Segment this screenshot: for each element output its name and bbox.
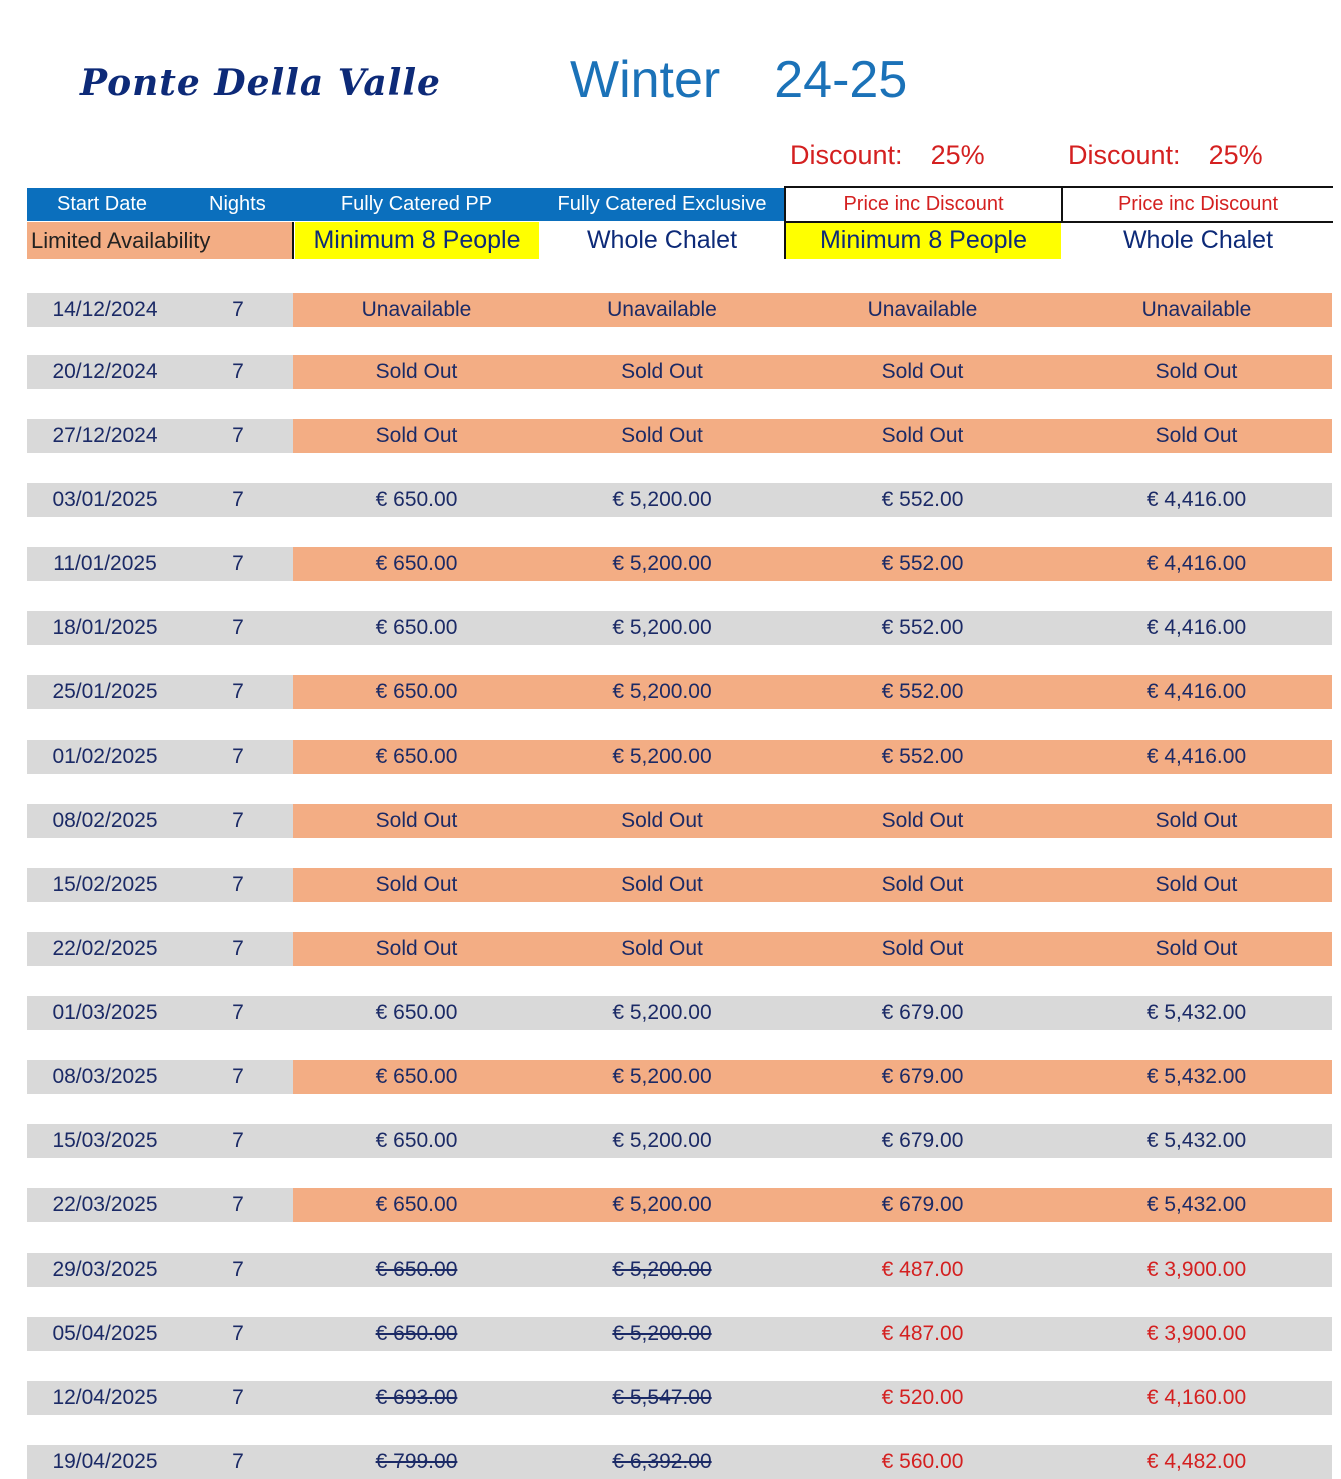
cell-fully-catered-pp: € 650.00 <box>293 611 540 645</box>
cell-start-date: 01/03/2025 <box>27 996 183 1030</box>
cell-fully-catered-pp: € 650.00 <box>293 675 540 709</box>
discount-2 <box>1068 140 1263 171</box>
cell-fully-catered-pp: Sold Out <box>293 355 540 389</box>
limited-availability-legend: Limited Availability <box>27 222 293 259</box>
cell-fully-catered-pp: € 799.00 <box>293 1445 540 1479</box>
table-row <box>27 1060 1332 1094</box>
cell-discount-pp: € 560.00 <box>784 1445 1061 1479</box>
brand-logo: Ponte Della Valle <box>80 62 441 104</box>
cell-start-date: 29/03/2025 <box>27 1253 183 1287</box>
cell-start-date: 25/01/2025 <box>27 675 183 709</box>
cell-fully-catered-pp: € 650.00 <box>293 740 540 774</box>
cell-fully-catered-pp: € 650.00 <box>293 1188 540 1222</box>
cell-nights: 7 <box>183 996 293 1030</box>
cell-nights: 7 <box>183 804 293 838</box>
cell-fully-catered-exclusive: € 5,200.00 <box>540 1124 784 1158</box>
table-row <box>27 868 1332 902</box>
cell-nights: 7 <box>183 1317 293 1351</box>
cell-nights: 7 <box>183 1381 293 1415</box>
cell-fully-catered-pp: € 650.00 <box>293 1124 540 1158</box>
cell-discount-pp: Sold Out <box>784 932 1061 966</box>
cell-fully-catered-pp: € 650.00 <box>293 483 540 517</box>
cell-start-date: 03/01/2025 <box>27 483 183 517</box>
table-row <box>27 483 1332 517</box>
cell-discount-exclusive: € 3,900.00 <box>1061 1253 1332 1287</box>
whole-chalet-label: Whole Chalet <box>586 226 738 254</box>
cell-start-date: 14/12/2024 <box>27 293 183 327</box>
cell-start-date: 11/01/2025 <box>27 547 183 581</box>
cell-nights: 7 <box>183 611 293 645</box>
cell-start-date: 08/03/2025 <box>27 1060 183 1094</box>
cell-fully-catered-exclusive: € 5,200.00 <box>540 1060 784 1094</box>
cell-discount-exclusive: € 5,432.00 <box>1061 1060 1332 1094</box>
table-row <box>27 932 1332 966</box>
cell-start-date: 20/12/2024 <box>27 355 183 389</box>
header-nights: Nights <box>209 193 266 215</box>
cell-fully-catered-exclusive: € 5,200.00 <box>540 740 784 774</box>
table-row <box>27 740 1332 774</box>
cell-nights: 7 <box>183 483 293 517</box>
cell-fully-catered-exclusive: € 5,200.00 <box>540 1188 784 1222</box>
cell-fully-catered-exclusive: € 5,200.00 <box>540 547 784 581</box>
cell-discount-exclusive: € 5,432.00 <box>1061 1124 1332 1158</box>
cell-fully-catered-pp: Sold Out <box>293 804 540 838</box>
cell-fully-catered-pp: Sold Out <box>293 932 540 966</box>
season-year: 24-25 <box>774 51 908 109</box>
season-title <box>570 50 907 110</box>
cell-discount-exclusive: € 4,482.00 <box>1061 1445 1332 1479</box>
table-row <box>27 996 1332 1030</box>
header-start-date: Start Date <box>57 193 148 215</box>
header-price-inc-discount-exclusive: Price inc Discount <box>1063 188 1333 221</box>
cell-discount-pp: € 679.00 <box>784 1124 1061 1158</box>
cell-fully-catered-pp: € 650.00 <box>293 1317 540 1351</box>
cell-nights: 7 <box>183 868 293 902</box>
cell-nights: 7 <box>183 293 293 327</box>
discount-value: 25% <box>1208 140 1263 170</box>
cell-start-date: 15/03/2025 <box>27 1124 183 1158</box>
cell-nights: 7 <box>183 419 293 453</box>
cell-discount-pp: € 679.00 <box>784 1060 1061 1094</box>
cell-fully-catered-pp: Unavailable <box>293 293 540 327</box>
cell-start-date: 08/02/2025 <box>27 804 183 838</box>
table-row <box>27 804 1332 838</box>
cell-fully-catered-exclusive: € 5,200.00 <box>540 1253 784 1287</box>
table-row <box>27 1124 1332 1158</box>
cell-nights: 7 <box>183 547 293 581</box>
cell-nights: 7 <box>183 355 293 389</box>
cell-discount-pp: € 552.00 <box>784 740 1061 774</box>
cell-discount-pp: Unavailable <box>784 293 1061 327</box>
header-price-inc-discount-pp: Price inc Discount <box>786 188 1061 221</box>
table-row <box>27 1188 1332 1222</box>
cell-discount-exclusive: € 4,416.00 <box>1061 547 1332 581</box>
table-row <box>27 1317 1332 1351</box>
cell-start-date: 12/04/2025 <box>27 1381 183 1415</box>
cell-start-date: 19/04/2025 <box>27 1445 183 1479</box>
cell-discount-pp: Sold Out <box>784 355 1061 389</box>
cell-start-date: 18/01/2025 <box>27 611 183 645</box>
cell-fully-catered-pp: Sold Out <box>293 419 540 453</box>
table-row <box>27 1381 1332 1415</box>
cell-discount-exclusive: € 4,416.00 <box>1061 740 1332 774</box>
cell-fully-catered-pp: € 650.00 <box>293 547 540 581</box>
cell-fully-catered-exclusive: Sold Out <box>540 804 784 838</box>
cell-fully-catered-pp: € 693.00 <box>293 1381 540 1415</box>
cell-fully-catered-exclusive: € 5,200.00 <box>540 996 784 1030</box>
cell-nights: 7 <box>183 1188 293 1222</box>
cell-fully-catered-exclusive: Sold Out <box>540 868 784 902</box>
cell-discount-pp: € 520.00 <box>784 1381 1061 1415</box>
divider <box>784 221 1333 223</box>
cell-start-date: 05/04/2025 <box>27 1317 183 1351</box>
cell-discount-pp: Sold Out <box>784 419 1061 453</box>
cell-start-date: 01/02/2025 <box>27 740 183 774</box>
cell-discount-exclusive: Sold Out <box>1061 868 1332 902</box>
cell-discount-exclusive: € 5,432.00 <box>1061 996 1332 1030</box>
cell-discount-pp: € 679.00 <box>784 996 1061 1030</box>
cell-fully-catered-exclusive: Unavailable <box>540 293 784 327</box>
cell-discount-pp: Sold Out <box>784 868 1061 902</box>
table-row <box>27 611 1332 645</box>
cell-discount-pp: € 552.00 <box>784 611 1061 645</box>
table-row <box>27 547 1332 581</box>
cell-fully-catered-pp: € 650.00 <box>293 1253 540 1287</box>
cell-discount-pp: € 552.00 <box>784 675 1061 709</box>
cell-fully-catered-exclusive: € 5,547.00 <box>540 1381 784 1415</box>
discount-1 <box>790 140 985 171</box>
cell-nights: 7 <box>183 1253 293 1287</box>
cell-discount-pp: € 679.00 <box>784 1188 1061 1222</box>
cell-discount-pp: Sold Out <box>784 804 1061 838</box>
cell-nights: 7 <box>183 1060 293 1094</box>
cell-discount-exclusive: € 5,432.00 <box>1061 1188 1332 1222</box>
header-blue-left <box>27 188 293 221</box>
discount-label: Discount: <box>1068 140 1181 170</box>
table-row <box>27 1445 1332 1479</box>
cell-discount-exclusive: Unavailable <box>1061 293 1332 327</box>
cell-nights: 7 <box>183 675 293 709</box>
cell-fully-catered-exclusive: € 5,200.00 <box>540 1317 784 1351</box>
season-label: Winter <box>570 51 721 109</box>
cell-fully-catered-pp: Sold Out <box>293 868 540 902</box>
cell-discount-pp: € 552.00 <box>784 483 1061 517</box>
whole-chalet-label: Whole Chalet <box>1122 226 1274 254</box>
header-fully-catered-pp: Fully Catered PP <box>293 188 540 221</box>
cell-fully-catered-exclusive: Sold Out <box>540 355 784 389</box>
cell-discount-exclusive: € 3,900.00 <box>1061 1317 1332 1351</box>
cell-start-date: 22/02/2025 <box>27 932 183 966</box>
table-row <box>27 1253 1332 1287</box>
cell-nights: 7 <box>183 740 293 774</box>
cell-discount-pp: € 552.00 <box>784 547 1061 581</box>
minimum-people-badge: Minimum 8 People <box>295 222 539 259</box>
cell-start-date: 15/02/2025 <box>27 868 183 902</box>
cell-fully-catered-exclusive: € 5,200.00 <box>540 675 784 709</box>
cell-nights: 7 <box>183 932 293 966</box>
discount-label: Discount: <box>790 140 903 170</box>
cell-discount-exclusive: Sold Out <box>1061 419 1332 453</box>
cell-discount-exclusive: Sold Out <box>1061 804 1332 838</box>
cell-fully-catered-exclusive: € 5,200.00 <box>540 483 784 517</box>
cell-fully-catered-exclusive: Sold Out <box>540 419 784 453</box>
discount-value: 25% <box>930 140 985 170</box>
cell-fully-catered-pp: € 650.00 <box>293 1060 540 1094</box>
cell-fully-catered-pp: € 650.00 <box>293 996 540 1030</box>
cell-fully-catered-exclusive: € 5,200.00 <box>540 611 784 645</box>
cell-nights: 7 <box>183 1124 293 1158</box>
cell-fully-catered-exclusive: Sold Out <box>540 932 784 966</box>
cell-discount-exclusive: € 4,416.00 <box>1061 483 1332 517</box>
cell-discount-exclusive: € 4,416.00 <box>1061 611 1332 645</box>
cell-nights: 7 <box>183 1445 293 1479</box>
table-row <box>27 675 1332 709</box>
header-fully-catered-exclusive: Fully Catered Exclusive <box>540 188 784 221</box>
minimum-people-badge: Minimum 8 People <box>786 222 1061 259</box>
cell-discount-pp: € 487.00 <box>784 1253 1061 1287</box>
cell-discount-pp: € 487.00 <box>784 1317 1061 1351</box>
table-row <box>27 355 1332 389</box>
divider <box>292 222 294 259</box>
cell-fully-catered-exclusive: € 6,392.00 <box>540 1445 784 1479</box>
cell-start-date: 22/03/2025 <box>27 1188 183 1222</box>
cell-discount-exclusive: Sold Out <box>1061 355 1332 389</box>
divider <box>784 186 1333 188</box>
table-row <box>27 293 1332 327</box>
table-row <box>27 419 1332 453</box>
divider <box>784 186 786 259</box>
cell-discount-exclusive: Sold Out <box>1061 932 1332 966</box>
divider <box>1061 186 1063 223</box>
cell-discount-exclusive: € 4,416.00 <box>1061 675 1332 709</box>
cell-start-date: 27/12/2024 <box>27 419 183 453</box>
cell-discount-exclusive: € 4,160.00 <box>1061 1381 1332 1415</box>
